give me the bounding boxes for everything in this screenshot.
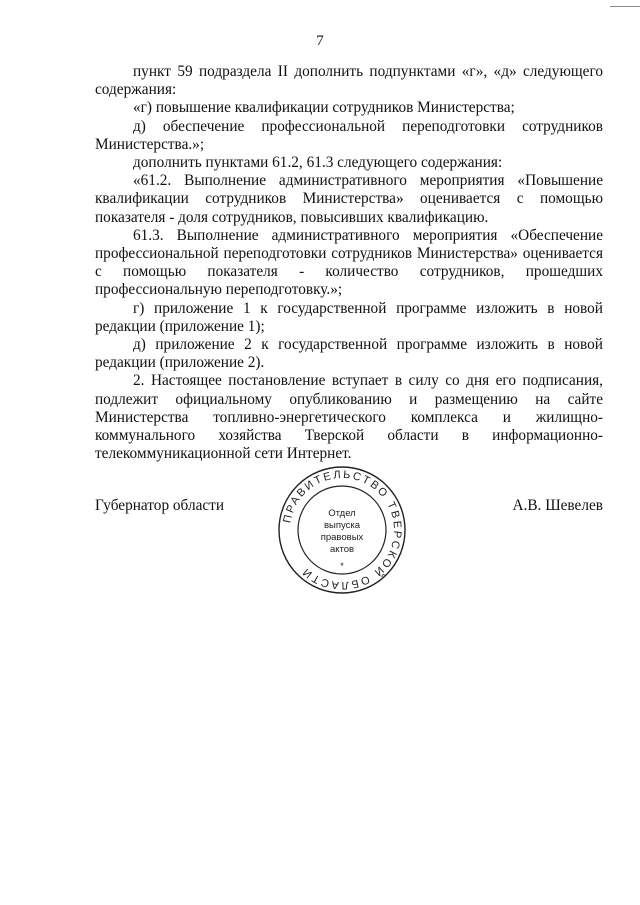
svg-text:ПРАВИТЕЛЬСТВО ТВЕРСКОЙ ОБЛАСТИ: ПРАВИТЕЛЬСТВО ТВЕРСКОЙ ОБЛАСТИ bbox=[281, 468, 404, 592]
page-number: 7 bbox=[316, 33, 324, 49]
paragraph: «г) повышение квалификации сотрудников Министерства; bbox=[133, 99, 515, 117]
governor-title: Губернатор области bbox=[95, 497, 225, 514]
document-body bbox=[95, 63, 603, 463]
governor-name: А.В. Шевелев bbox=[512, 497, 603, 514]
official-stamp bbox=[276, 464, 408, 596]
svg-text:правовых: правовых bbox=[320, 532, 364, 543]
paragraph: 2. Настоящее постановление вступает в силу со дня его подписания, подлежит официальному опубликованию и размещению на сайте Министерства топливно-энергетического комплекса и жилищно-коммунального хозяйства Тверской области в информационно-телекоммуникационной сети Интернет. bbox=[95, 372, 603, 463]
svg-text:Отдел: Отдел bbox=[328, 508, 356, 519]
paragraph: д) приложение 2 к государственной программе изложить в новой редакции (приложение 2). bbox=[95, 336, 603, 372]
stamp-seal-image bbox=[276, 464, 408, 596]
paragraph: 61.3. Выполнение административного мероприятия «Обеспечение профессиональной переподготовки сотрудников Министерства» оценивается с помощью показателя - количество сотрудников, прошедших профессиональную переподготовку.»; bbox=[95, 226, 603, 299]
paragraph: «61.2. Выполнение административного мероприятия «Повышение квалификации сотрудников Министерства» оценивается с помощью показателя - доля сотрудников, повысивших квалификацию. bbox=[95, 172, 603, 226]
paragraph: д) обеспечение профессиональной переподготовки сотрудников Министерства.»; bbox=[95, 117, 603, 153]
svg-text:*: * bbox=[340, 561, 344, 571]
svg-text:выпуска: выпуска bbox=[323, 520, 361, 531]
paragraph: дополнить пунктами 61.2, 61.3 следующего содержания: bbox=[133, 154, 503, 172]
paragraph: г) приложение 1 к государственной программе изложить в новой редакции (приложение 1); bbox=[95, 299, 603, 335]
scan-edge-line bbox=[610, 6, 640, 7]
svg-text:актов: актов bbox=[329, 544, 355, 555]
paragraph: пункт 59 подраздела II дополнить подпунктами «г», «д» следующего содержания: bbox=[95, 63, 603, 99]
